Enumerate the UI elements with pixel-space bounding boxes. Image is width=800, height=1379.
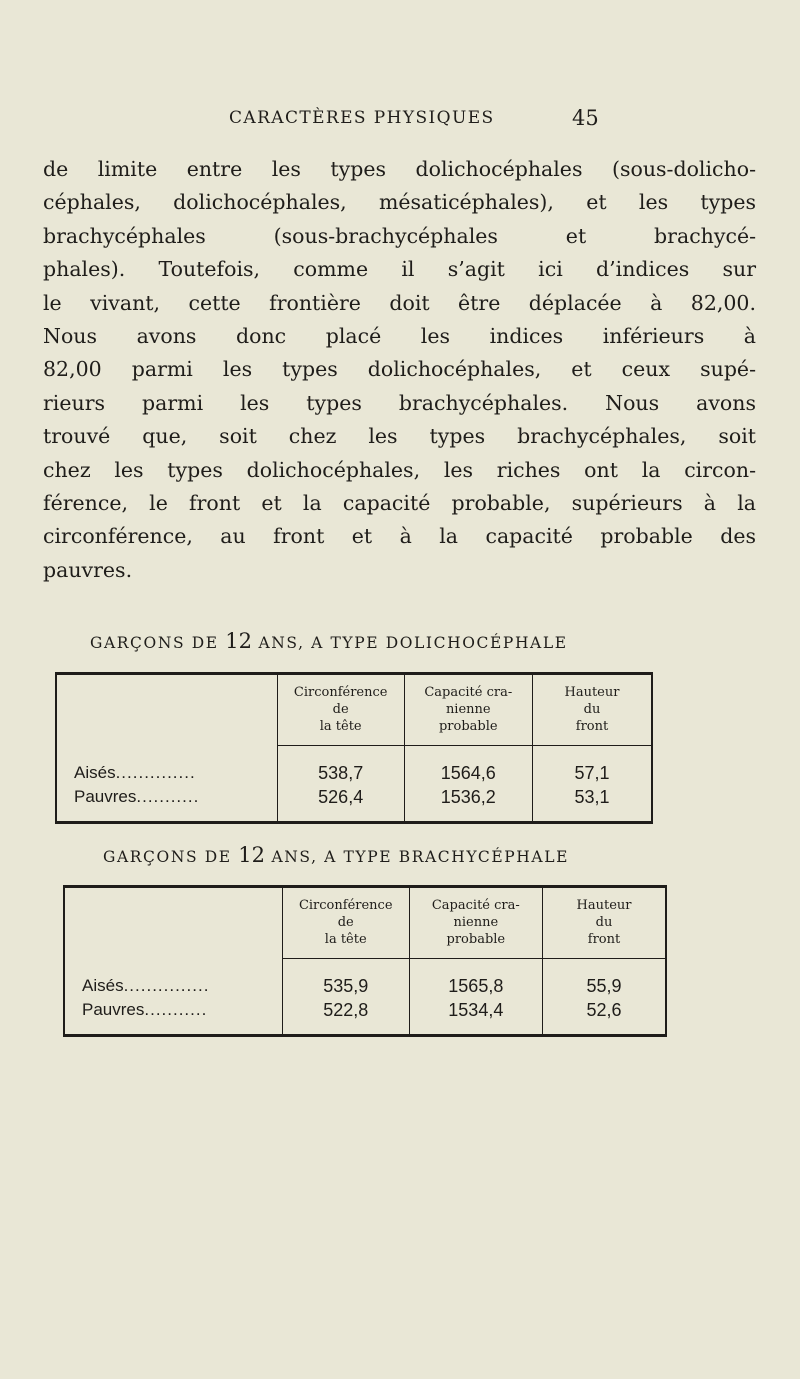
table-caption-dolichocephale [90,629,568,653]
cell-value: 535,9 [282,959,409,999]
caption-text: ANS, A TYPE BRACHYCÉPHALE [264,848,570,866]
cell-value: 1564,6 [404,746,532,786]
table-row [64,998,666,1036]
caption-number: 12 [225,629,252,653]
text-line: Nous avons donc placé les indices inférieurs à [43,324,756,349]
row-label: Pauvres........... [74,787,200,806]
cell-value: 55,9 [543,959,666,999]
table-row [56,785,652,823]
text-line: férence, le front et la capacité probable, supérieurs à la [43,491,756,516]
text-line: de limite entre les types dolichocéphales (sous-dolicho- [43,157,756,181]
text-line: rieurs parmi les types brachycéphales. Nous avons [43,390,756,415]
page-number: 45 [572,106,599,130]
cell-value: 522,8 [282,998,409,1036]
running-title: CARACTÈRES PHYSIQUES [229,108,495,128]
text-line: le vivant, cette frontière doit être déplacée à 82,00. [43,290,756,315]
text-line: céphales, dolichocéphales, mésaticéphales), et les types [43,190,756,215]
row-label: Aisés.............. [74,762,196,782]
row-label: Aisés............... [82,975,210,995]
cell-value: 1536,2 [404,785,532,823]
table-dolichocephale [55,672,653,824]
cell-value: 57,1 [532,746,652,786]
cell-value: 53,1 [532,785,652,823]
body-paragraph [43,153,756,587]
blank-header [64,887,282,959]
text-line: brachycéphales (sous-brachycéphales et brachycé- [43,223,756,248]
text-line: trouvé que, soit chez les types brachycéphales, soit [43,424,756,449]
page-header [0,106,800,136]
column-header-circonference: Circonférence de la tête [282,887,409,959]
cell-value: 538,7 [277,746,404,786]
row-label: Pauvres........... [82,1000,208,1019]
cell-value: 52,6 [543,998,666,1036]
text-line: pauvres. [43,557,133,582]
column-header-capacite: Capacité cra- nienne probable [409,887,542,959]
column-header-hauteur: Hauteur du front [532,674,652,746]
table-brachycephale [63,885,667,1037]
column-header-circonference: Circonférence de la tête [277,674,404,746]
text-line: 82,00 parmi les types dolichocéphales, et ceux supé- [43,357,756,382]
text-line: chez les types dolichocéphales, les riches ont la circon- [43,457,756,482]
column-header-hauteur: Hauteur du front [543,887,666,959]
table-caption-brachycephale [103,843,569,867]
cell-value: 1534,4 [409,998,542,1036]
caption-number: 12 [238,843,265,867]
cell-value: 526,4 [277,785,404,823]
text-line: phales). Toutefois, comme il s’agit ici d’indices sur [43,257,756,282]
blank-header [56,674,277,746]
text-line: circonférence, au front et à la capacité probable des [43,524,756,549]
table-header-row [64,887,666,959]
caption-text: GARÇONS DE [103,848,239,866]
column-header-capacite: Capacité cra- nienne probable [404,674,532,746]
caption-text: GARÇONS DE [90,634,226,652]
table-row [56,746,652,786]
caption-text: ANS, A TYPE DOLICHOCÉPHALE [251,634,568,652]
cell-value: 1565,8 [409,959,542,999]
table-row [64,959,666,999]
table-header-row [56,674,652,746]
